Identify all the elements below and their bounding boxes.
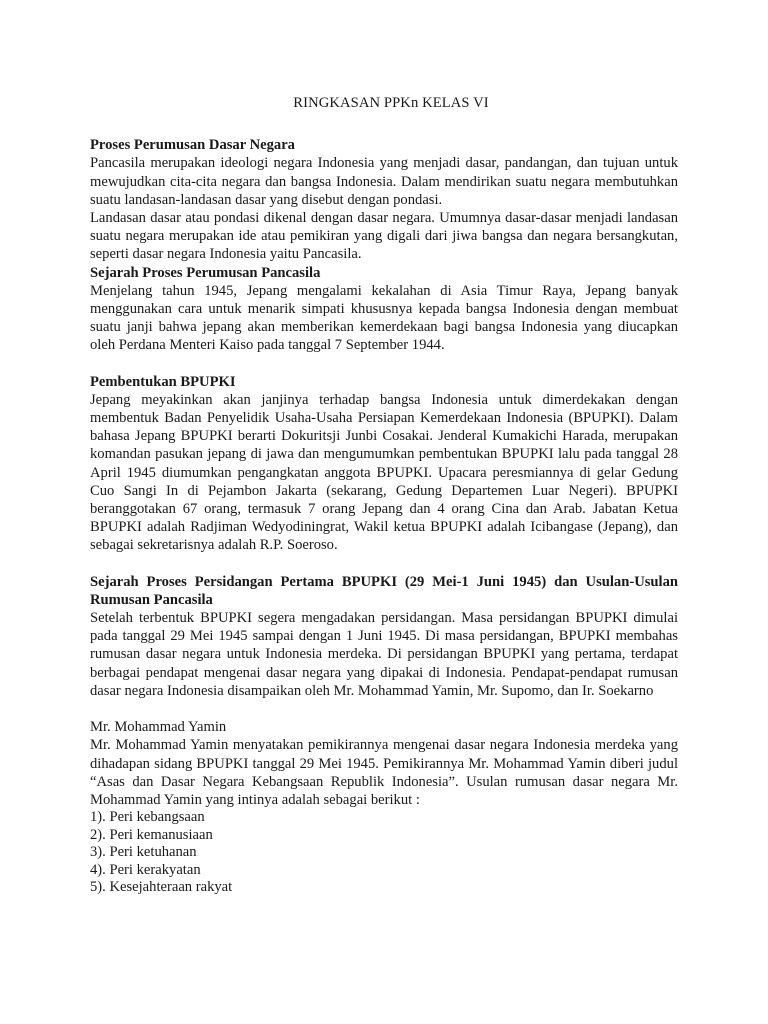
list-item: 2). Peri kemanusiaan [90,826,213,843]
paragraph-bpupki: Jepang meyakinkan akan janjinya terhadap bangsa Indonesia untuk dimerdekakan dengan membentuk Badan Penyelidik Usaha-Usaha Persiapan Kemerdekaan Indonesia (BPUPKI). Dalam bahasa Jepang BPUPKI berarti Dokuritsji Junbi Cosakai. Jenderal Kumakichi Harada, merupakan komandan pasukan jepang di jawa dan mengumumkan pembentukan BPUPKI lalu pada tanggal 28 April 1945 diumumkan pengangkatan anggota BPUPKI. Upacara peresmiannya di gelar Gedung Cuo Sangi In di Pejambon Jakarta (sekarang, Gedung Departemen Luar Negeri). BPUPKI beranggotakan 67 orang, termasuk 7 orang Jepang dan 4 orang Cina dan Arab. Jabatan Ketua BPUPKI adalah Radjiman Wedyodiningrat, Wakil ketua BPUPKI adalah Icibangase (Jepang), dan sebagai sekretarisnya adalah R.P. Soeroso. [90,391,678,554]
yamin-proposal-list [90,809,678,897]
list-item: 5). Kesejahteraan rakyat [90,879,233,896]
list-item: 3). Peri ketuhanan [90,844,197,861]
spacer [90,555,678,573]
list-item: 4). Peri kerakyatan [90,861,201,878]
section-heading-persidangan-pertama: Sejarah Proses Persidangan Pertama BPUPKI (29 Mei-1 Juni 1945) dan Usulan-Usulan Rumusan Pancasila [90,573,678,608]
paragraph-pancasila-ideologi: Pancasila merupakan ideologi negara Indonesia yang menjadi dasar, pandangan, dan tujuan untuk mewujudkan cita-cita negara dan bangsa Indonesia. Dalam mendirikan suatu negara membutuhkan suatu landasan-landasan dasar yang disebut dengan pondasi. [90,155,678,208]
paragraph-landasan-dasar: Landasan dasar atau pondasi dikenal dengan dasar negara. Umumnya dasar-dasar menjadi landasan suatu negara merupakan ide atau pemikiran yang digali dari jiwa bangsa dan negara bersangkutan, seperti dasar negara Indonesia yaitu Pancasila. [90,210,678,263]
paragraph-menjelang-1945: Menjelang tahun 1945, Jepang mengalami kekalahan di Asia Timur Raya, Jepang banyak menggunakan cara untuk menarik simpati khususnya kepada bangsa Indonesia dengan membuat suatu janji bahwa jepang akan memberikan kemerdekaan bagi bangsa Indonesia yang diucapkan oleh Perdana Menteri Kaiso pada tanggal 7 September 1944. [90,282,678,354]
section-heading-sejarah-perumusan: Sejarah Proses Perumusan Pancasila [90,264,321,281]
paragraph-persidangan: Setelah terbentuk BPUPKI segera mengadakan persidangan. Masa persidangan BPUPKI dimulai pada tanggal 29 Mei 1945 sampai dengan 1 Juni 1945. Di masa persidangan, BPUPKI membahas rumusan dasar negara untuk Indonesia merdeka. Di persidangan BPUPKI yang pertama, terdapat berbagai pendapat mengenai dasar negara yang dipakai di Indonesia. Pendapat-pendapat rumusan dasar negara Indonesia disampaikan oleh Mr. Mohammad Yamin, Mr. Supomo, dan Ir. Soekarno [90,610,678,699]
list-item: 1). Peri kebangsaan [90,809,205,826]
section-heading-proses-perumusan: Proses Perumusan Dasar Negara [90,137,295,154]
spacer [90,355,678,373]
section-heading-pembentukan-bpupki: Pembentukan BPUPKI [90,373,236,390]
subheading-mohammad-yamin: Mr. Mohammad Yamin [90,719,227,736]
document-title: RINGKASAN PPKn KELAS VI [293,95,489,111]
spacer [90,700,678,718]
paragraph-mohammad-yamin: Mr. Mohammad Yamin menyatakan pemikirannya mengenai dasar negara Indonesia merdeka yang dihadapan sidang BPUPKI tanggal 29 Mei 1945. Pemikirannya Mr. Mohammad Yamin diberi judul “Asas dan Dasar Negara Kebangsaan Republik Indonesia”. Usulan rumusan dasar negara Mr. Mohammad Yamin yang intinya adalah sebagai berikut : [90,737,678,808]
